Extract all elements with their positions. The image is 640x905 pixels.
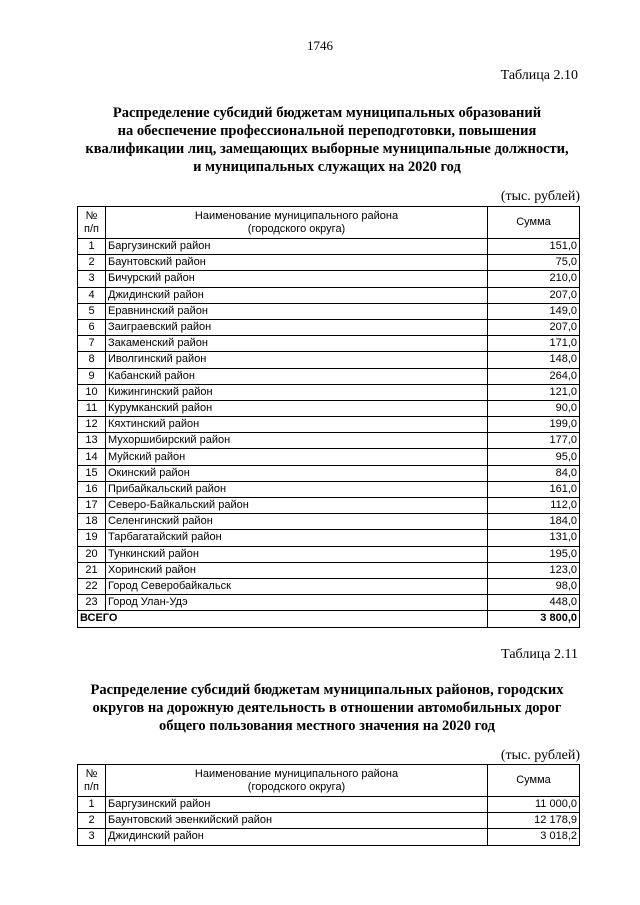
row-name: Город Северобайкальск <box>106 578 488 594</box>
row-number: 6 <box>78 319 106 335</box>
table-2-11 <box>77 764 580 846</box>
row-sum: 149,0 <box>488 303 580 319</box>
table-row <box>78 595 580 611</box>
row-sum: 184,0 <box>488 514 580 530</box>
row-number: 3 <box>78 829 106 845</box>
header-number: № п/п <box>78 765 106 797</box>
row-number: 4 <box>78 287 106 303</box>
table-row <box>78 239 580 255</box>
header-name: Наименование муниципального района (городского округа) <box>106 207 488 239</box>
table-row <box>78 287 580 303</box>
row-name: Кабанский район <box>106 368 488 384</box>
row-sum: 131,0 <box>488 530 580 546</box>
row-name: Кяхтинский район <box>106 417 488 433</box>
table-header-row <box>78 207 580 239</box>
table-row <box>78 813 580 829</box>
table-2-11-units: (тыс. рублей) <box>500 748 580 763</box>
table-row <box>78 449 580 465</box>
table-row <box>78 530 580 546</box>
row-name: Баунтовский эвенкийский район <box>106 813 488 829</box>
row-name: Тункинский район <box>106 546 488 562</box>
row-name: Баргузинский район <box>106 797 488 813</box>
row-name: Город Улан-Удэ <box>106 595 488 611</box>
table-header-row <box>78 765 580 797</box>
row-sum: 11 000,0 <box>488 797 580 813</box>
row-name: Окинский район <box>106 465 488 481</box>
row-name: Северо-Байкальский район <box>106 498 488 514</box>
row-name: Джидинский район <box>106 829 488 845</box>
row-number: 1 <box>78 239 106 255</box>
table-row <box>78 303 580 319</box>
table-row <box>78 498 580 514</box>
row-sum: 151,0 <box>488 239 580 255</box>
row-number: 7 <box>78 336 106 352</box>
row-name: Кижингинский район <box>106 384 488 400</box>
table-row <box>78 255 580 271</box>
row-number: 23 <box>78 595 106 611</box>
table-row <box>78 417 580 433</box>
row-number: 22 <box>78 578 106 594</box>
row-name: Еравнинский район <box>106 303 488 319</box>
row-sum: 12 178,9 <box>488 813 580 829</box>
table-row <box>78 797 580 813</box>
table-row <box>78 481 580 497</box>
row-number: 19 <box>78 530 106 546</box>
table-2-10-label: Таблица 2.10 <box>500 68 578 83</box>
row-number: 2 <box>78 813 106 829</box>
row-sum: 95,0 <box>488 449 580 465</box>
table-2-10-units: (тыс. рублей) <box>500 189 580 204</box>
table-row <box>78 271 580 287</box>
table-row <box>78 319 580 335</box>
table-row <box>78 465 580 481</box>
header-sum: Сумма <box>488 207 580 239</box>
title-line: квалификации лиц, замещающих выборные муниципальные должности, <box>85 141 569 157</box>
row-number: 14 <box>78 449 106 465</box>
row-name: Закаменский район <box>106 336 488 352</box>
row-number: 12 <box>78 417 106 433</box>
row-number: 13 <box>78 433 106 449</box>
row-name: Бичурский район <box>106 271 488 287</box>
row-name: Прибайкальский район <box>106 481 488 497</box>
title-line: на обеспечение профессиональной переподготовки, повышения <box>117 123 537 139</box>
row-sum: 161,0 <box>488 481 580 497</box>
row-number: 21 <box>78 562 106 578</box>
table-row <box>78 546 580 562</box>
table-row <box>78 578 580 594</box>
total-label: ВСЕГО <box>78 611 488 627</box>
table-2-11-label: Таблица 2.11 <box>501 647 578 662</box>
row-sum: 123,0 <box>488 562 580 578</box>
page-number: 1746 <box>307 38 333 53</box>
table-row <box>78 433 580 449</box>
table-row <box>78 562 580 578</box>
row-number: 10 <box>78 384 106 400</box>
table-2-10-title <box>70 104 584 176</box>
row-sum: 264,0 <box>488 368 580 384</box>
table-row <box>78 384 580 400</box>
table-2-10 <box>77 206 580 628</box>
table-2-11-title <box>70 681 584 735</box>
row-sum: 121,0 <box>488 384 580 400</box>
row-name: Селенгинский район <box>106 514 488 530</box>
row-number: 5 <box>78 303 106 319</box>
row-sum: 199,0 <box>488 417 580 433</box>
row-name: Мухоршибирский район <box>106 433 488 449</box>
row-number: 11 <box>78 400 106 416</box>
row-name: Джидинский район <box>106 287 488 303</box>
row-sum: 148,0 <box>488 352 580 368</box>
row-sum: 84,0 <box>488 465 580 481</box>
row-sum: 177,0 <box>488 433 580 449</box>
row-number: 8 <box>78 352 106 368</box>
total-sum: 3 800,0 <box>488 611 580 627</box>
row-number: 3 <box>78 271 106 287</box>
row-name: Тарбагатайский район <box>106 530 488 546</box>
row-number: 15 <box>78 465 106 481</box>
table-row <box>78 829 580 845</box>
row-sum: 210,0 <box>488 271 580 287</box>
row-sum: 112,0 <box>488 498 580 514</box>
row-number: 18 <box>78 514 106 530</box>
row-name: Баргузинский район <box>106 239 488 255</box>
row-sum: 195,0 <box>488 546 580 562</box>
table-row <box>78 352 580 368</box>
table-row <box>78 400 580 416</box>
row-name: Муйский район <box>106 449 488 465</box>
row-number: 9 <box>78 368 106 384</box>
row-sum: 90,0 <box>488 400 580 416</box>
row-name: Баунтовский район <box>106 255 488 271</box>
row-number: 1 <box>78 797 106 813</box>
row-number: 17 <box>78 498 106 514</box>
row-number: 20 <box>78 546 106 562</box>
title-line: и муниципальных служащих на 2020 год <box>193 159 461 175</box>
title-line: общего пользования местного значения на 2020 год <box>158 718 496 734</box>
row-sum: 448,0 <box>488 595 580 611</box>
row-name: Хоринский район <box>106 562 488 578</box>
row-sum: 75,0 <box>488 255 580 271</box>
table-row <box>78 514 580 530</box>
row-name: Заиграевский район <box>106 319 488 335</box>
row-name: Иволгинский район <box>106 352 488 368</box>
row-number: 16 <box>78 481 106 497</box>
title-line: округов на дорожную деятельность в отношении автомобильных дорог <box>92 700 562 716</box>
row-sum: 207,0 <box>488 287 580 303</box>
row-number: 2 <box>78 255 106 271</box>
table-row <box>78 336 580 352</box>
row-sum: 207,0 <box>488 319 580 335</box>
table-row <box>78 368 580 384</box>
row-sum: 3 018,2 <box>488 829 580 845</box>
header-number: № п/п <box>78 207 106 239</box>
title-line: Распределение субсидий бюджетам муниципальных районов, городских <box>90 682 564 698</box>
total-row <box>78 611 580 627</box>
title-line: Распределение субсидий бюджетам муниципальных образований <box>112 105 542 121</box>
row-sum: 98,0 <box>488 578 580 594</box>
row-name: Курумканский район <box>106 400 488 416</box>
header-sum: Сумма <box>488 765 580 797</box>
header-name: Наименование муниципального района (городского округа) <box>106 765 488 797</box>
row-sum: 171,0 <box>488 336 580 352</box>
